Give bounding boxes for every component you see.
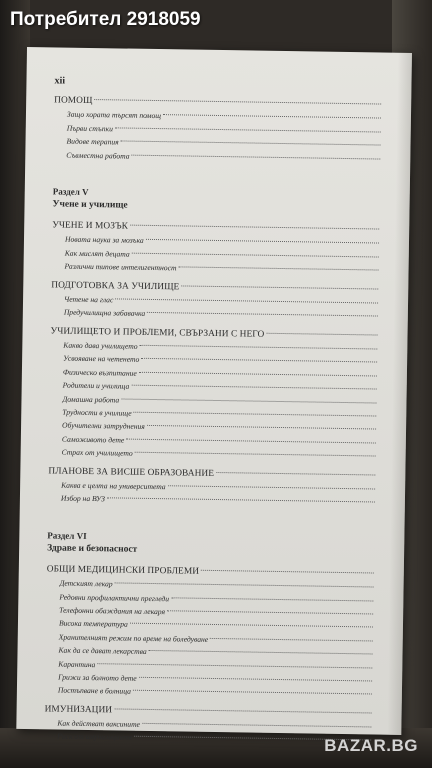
- dot-leader: [210, 638, 373, 642]
- toc-blocks: [53, 94, 397, 166]
- toc-item-title: Новата наука за мозъка: [64, 234, 144, 246]
- dot-leader: [115, 127, 381, 132]
- dot-leader: [141, 358, 377, 363]
- toc-chapter-title: УЧЕНЕ И МОЗЪК: [52, 220, 129, 232]
- toc-item-title: Обучителни затруднения: [62, 420, 145, 432]
- toc-item-title: Страх от училището: [61, 447, 133, 458]
- toc-item-title: Детският лекар: [59, 578, 113, 589]
- dot-leader: [139, 677, 372, 682]
- toc-chapter-title: ОБЩИ МЕДИЦИНСКИ ПРОБЛЕМИ: [46, 564, 200, 577]
- toc-item-title: Постъпване в болница: [57, 685, 132, 696]
- toc-item-title: Съвместна работа: [66, 150, 130, 161]
- toc-chapter-title: УЧИЛИЩЕТО И ПРОБЛЕМИ, СВЪРЗАНИ С НЕГО: [50, 326, 265, 340]
- toc-item-title: Как действат ваксините: [57, 718, 141, 729]
- user-watermark: Потребител 2918059: [10, 9, 201, 30]
- page-number: xii: [54, 75, 66, 87]
- toc-item-title: Домашна работа: [62, 394, 120, 405]
- dot-leader: [131, 385, 376, 390]
- dot-leader: [130, 623, 373, 628]
- dot-leader: [132, 252, 379, 257]
- dot-leader: [134, 412, 377, 417]
- toc-item-title: Грижи за болното дете: [58, 672, 137, 683]
- dot-leader: [97, 663, 372, 668]
- dot-leader: [115, 583, 374, 588]
- toc-item-title: Телефонни обаждания на лекаря: [59, 605, 166, 617]
- dot-leader: [94, 99, 381, 105]
- dot-leader: [142, 723, 371, 728]
- toc-item-title: Трудности в училище: [62, 407, 132, 418]
- dot-leader: [135, 452, 376, 457]
- dot-leader: [201, 570, 374, 574]
- dot-leader: [126, 438, 376, 443]
- dot-leader: [266, 332, 377, 335]
- toc-chapter-title: ПОДГОТОВКА ЗА УЧИЛИЩЕ: [51, 279, 180, 292]
- toc-item-title: Каква е целта на университета: [61, 480, 166, 492]
- dot-leader: [163, 115, 381, 119]
- toc-item-title: Физическо възпитание: [62, 367, 137, 378]
- dot-leader: [107, 498, 375, 503]
- table-of-contents: [44, 75, 397, 748]
- dot-leader: [140, 345, 378, 350]
- toc-item-title: Усвояване на четенето: [63, 354, 140, 365]
- dot-leader: [216, 472, 375, 476]
- toc-item-title: Четене на глас: [63, 294, 114, 305]
- dot-leader: [139, 372, 377, 377]
- section-title: Здраве и безопасност: [47, 543, 138, 555]
- toc-item-title: Защо хората търсят помощ: [66, 110, 162, 121]
- dot-leader: [171, 597, 373, 601]
- toc-item-title: Саможивото дете: [61, 434, 125, 445]
- dot-leader: [168, 485, 375, 489]
- toc-chapter-title: ИМУНИЗАЦИИ: [44, 704, 113, 716]
- dot-leader: [178, 267, 378, 271]
- toc-sections: [44, 185, 396, 748]
- dot-leader: [121, 141, 381, 146]
- toc-item-title: Редовни профилактични прегледи: [59, 592, 170, 603]
- section-label: Раздел VI: [47, 530, 87, 541]
- dot-leader: [115, 298, 378, 303]
- section-label: Раздел V: [52, 186, 89, 197]
- toc-item-title: Избор на ВУЗ: [60, 493, 105, 504]
- toc-item-title: Висока температура: [58, 618, 128, 629]
- toc-chapter-title: ПЛАНОВЕ ЗА ВИСШЕ ОБРАЗОВАНИЕ: [48, 465, 215, 479]
- dot-leader: [181, 285, 378, 289]
- toc-item-title: Родители и училища: [62, 380, 130, 391]
- section-title: Учене и училище: [52, 199, 128, 211]
- toc-item-title: Как мислят децата: [64, 248, 130, 259]
- dot-leader: [146, 239, 379, 244]
- toc-item-title: Първи стъпки: [66, 123, 113, 134]
- dot-leader: [133, 690, 372, 695]
- toc-chapter-title: ПОМОЩ: [54, 95, 93, 107]
- toc-item-title: Видове терапия: [66, 136, 119, 147]
- dot-leader: [132, 154, 381, 159]
- book-page: [16, 47, 412, 743]
- bazar-logo: BAZAR.BG: [324, 736, 418, 755]
- toc-item-title: Какво дава училището: [63, 340, 138, 351]
- dot-leader: [130, 225, 379, 230]
- toc-item-title: Как да се дават лекарства: [58, 645, 147, 657]
- dot-leader: [147, 312, 378, 317]
- toc-item-title: Предучилищна забавачка: [63, 307, 146, 319]
- dot-leader: [147, 425, 376, 430]
- dot-leader: [167, 610, 373, 614]
- dot-leader: [114, 708, 371, 713]
- toc-item-title: Карантина: [58, 659, 96, 669]
- dot-leader: [121, 398, 376, 403]
- toc-item-title: Различни типове интелигентност: [64, 261, 177, 273]
- toc-item-title: Хранителният режим по време на боледуване: [58, 632, 209, 644]
- toc-item-title: Риск от имунизациите: [57, 731, 133, 743]
- dot-leader: [149, 650, 373, 655]
